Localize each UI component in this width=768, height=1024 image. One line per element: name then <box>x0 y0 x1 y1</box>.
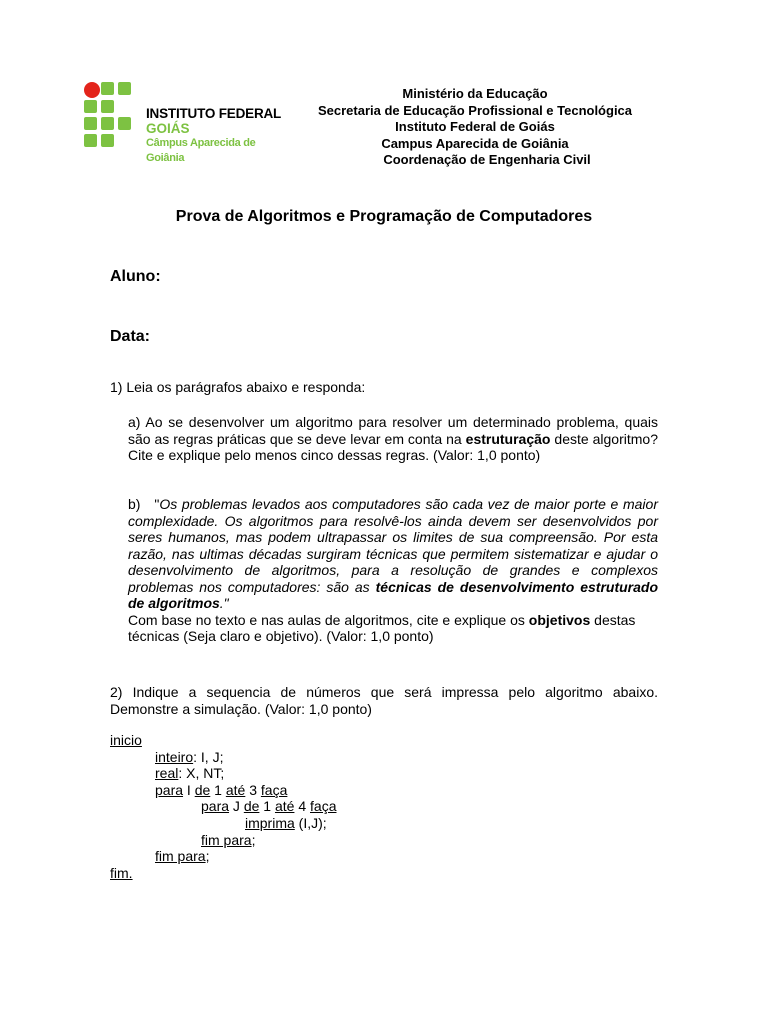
header-line-4: Campus Aparecida de Goiânia <box>381 135 569 151</box>
question-1b-quote: Os problemas levados aos computadores são cada vez de maior porte e maior complexidade. Os algoritmos para resolvê-los ainda devem ser desenvolvidos por seres humanos, mas podem ultrapassar os limites de sua compreensão. Por esta razão, nas ultimas décadas surgiram técnicas que permitem sistematizar e ajudar o desenvolvimento de algoritmos, para a resolução de grandes e complexos problemas nos computadores: são as <box>128 496 658 595</box>
code-line-loop-2: para J de 1 até 4 faça <box>201 798 337 815</box>
logo-line-1: INSTITUTO FEDERAL <box>146 106 282 121</box>
question-1b-after-prefix: Com base no texto e nas aulas de algoritmos, cite e explique os <box>128 611 525 628</box>
header-line-1: Ministério da Educação <box>402 86 548 101</box>
question-1-intro: 1) Leia os parágrafos abaixo e responda: <box>110 379 366 395</box>
code-line-loop-1: para I de 1 até 3 faça <box>155 781 288 798</box>
code-line-imprima: imprima (I,J); <box>245 814 327 831</box>
question-1b-label: b) <box>128 496 141 512</box>
question-1b-close-quote: ." <box>219 595 229 611</box>
question-2: 2) Indique a sequencia de números que será impressa pelo algoritmo abaixo. Demonstre a simulação. (Valor: 1,0 ponto) <box>110 684 658 717</box>
institute-logo <box>84 80 284 164</box>
question-1b-after-suffix: destas técnicas (Seja claro e objetivo). (Valor: 1,0 ponto) <box>128 611 636 644</box>
logo-red-dot-icon <box>84 82 100 98</box>
header-line-2: Secretaria de Educação Profissional e Tecnológica <box>317 102 633 118</box>
code-line-fim-para-inner: fim para; <box>201 831 256 848</box>
question-1b-after-bold: objetivos <box>528 611 591 628</box>
question-1b-open-quote: " <box>154 496 160 512</box>
logo-text <box>146 106 284 166</box>
code-line-real: real: X, NT; <box>155 765 225 782</box>
code-line-fim-para-outer: fim para; <box>155 848 210 865</box>
question-1b-instruction <box>128 612 658 645</box>
page-title: Prova de Algoritmos e Programação de Computadores <box>175 208 593 225</box>
question-1a-suffix: deste algoritmo? Cite e explique pelo menos cinco dessas regras. (Valor: 1,0 ponto) <box>128 430 658 463</box>
logo-line-2: GOIÁS <box>146 121 190 136</box>
code-line-inteiro: inteiro: I, J; <box>155 748 224 765</box>
algorithm-code <box>110 732 336 881</box>
question-1a <box>128 414 658 464</box>
question-1a-bold: estruturação <box>465 430 551 447</box>
date-label: Data: <box>110 328 151 345</box>
header-line-5: Coordenação de Engenharia Civil <box>383 152 591 167</box>
question-1b-quote-block <box>128 496 658 612</box>
logo-line-3: Câmpus Aparecida de Goiânia <box>146 137 256 164</box>
code-line-fim: fim. <box>110 864 133 881</box>
question-1b-quote-bold: técnicas de desenvolvimento estruturado de algoritmos <box>128 578 658 611</box>
student-name-label: Aluno: <box>110 268 161 285</box>
institution-header <box>300 86 650 169</box>
question-1b <box>128 496 658 645</box>
question-1a-prefix: a) Ao se desenvolver um algoritmo para resolver um determinado problema, quais são as regras práticas que se deve levar em conta na <box>128 414 658 447</box>
code-line-inicio: inicio <box>110 732 142 748</box>
header-line-3: Instituto Federal de Goiás <box>395 119 555 134</box>
